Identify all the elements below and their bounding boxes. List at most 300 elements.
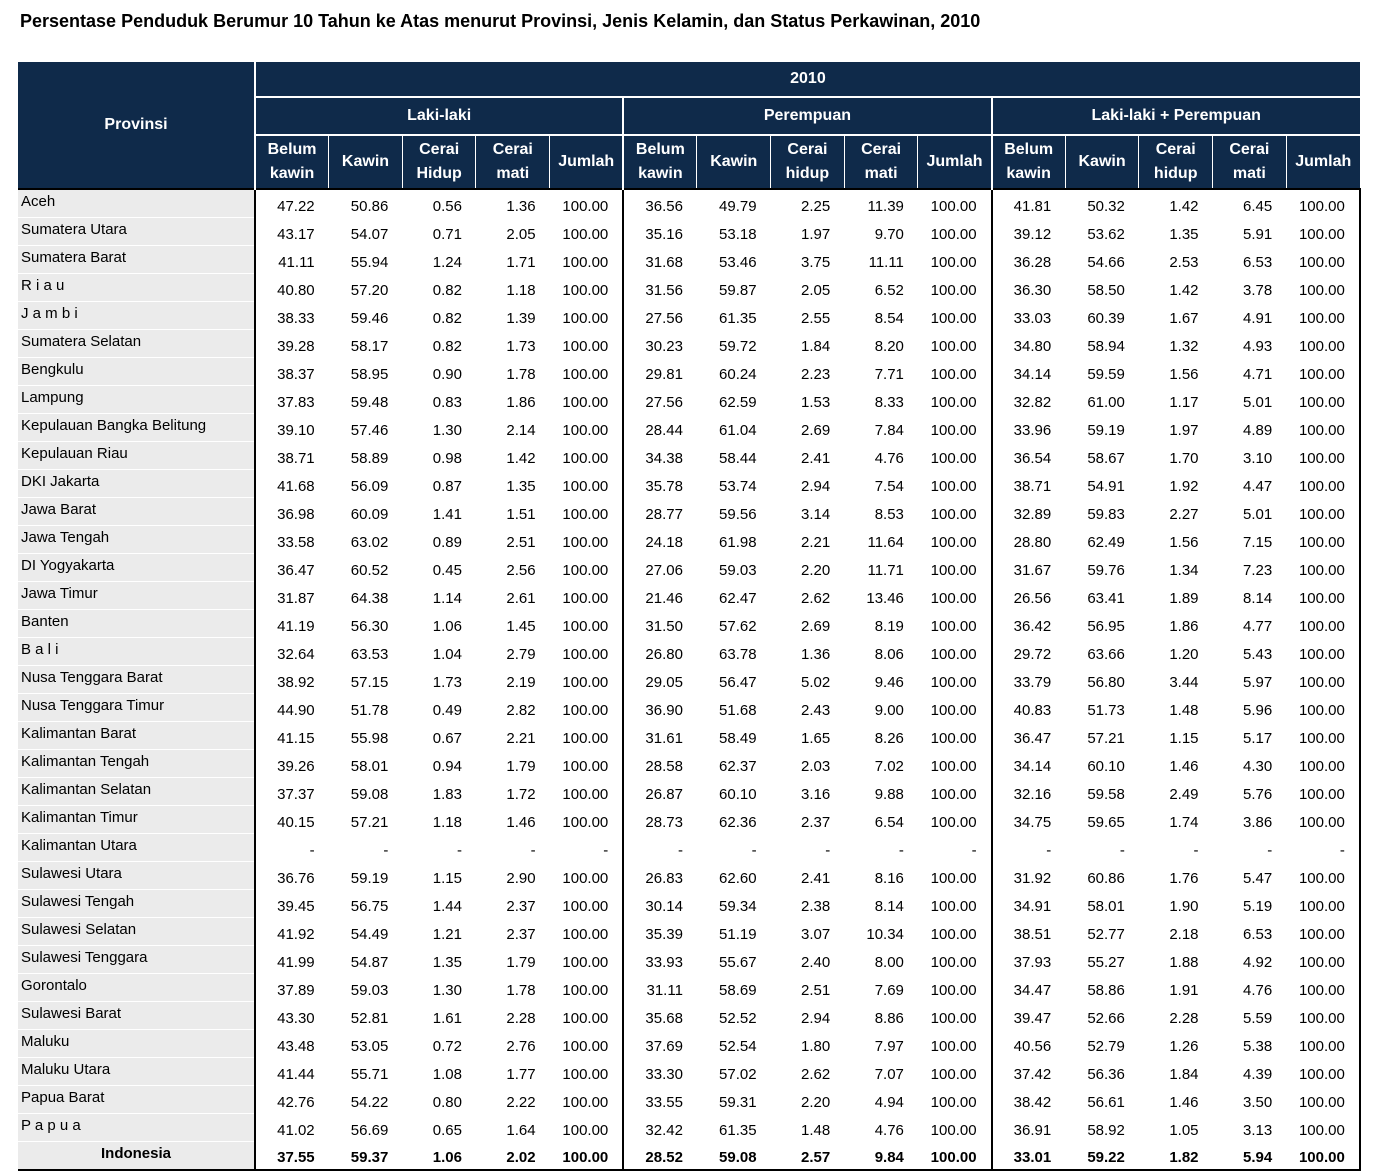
value-cell: 100.00 <box>562 533 609 551</box>
value-cell: 60.86 <box>1087 869 1125 887</box>
value-cell: 62.37 <box>719 757 757 775</box>
value-cell: 54.66 <box>1087 253 1125 271</box>
value-cell: - <box>456 841 462 859</box>
column-header <box>550 135 624 189</box>
column-header-text: mati <box>1232 165 1266 182</box>
value-cell: 31.56 <box>623 274 697 302</box>
value-cell: 100.00 <box>562 1037 609 1055</box>
value-cell: 100.00 <box>1286 862 1360 890</box>
value-cell: 55.71 <box>350 1065 389 1083</box>
value-cell: 29.72 <box>992 638 1066 666</box>
value-cell: 3.78 <box>1242 281 1273 299</box>
value-cell: 2.02 <box>476 1142 550 1171</box>
value-cell: 57.21 <box>350 813 389 831</box>
value-cell: - <box>825 841 831 859</box>
value-cell: 9.70 <box>874 225 904 243</box>
value-cell: 1.21 <box>432 925 462 943</box>
province-name: DKI Jakarta <box>18 470 255 498</box>
value-cell: 1.20 <box>1169 645 1199 663</box>
value-cell: 36.47 <box>277 561 315 579</box>
value-cell: 4.76 <box>874 449 904 467</box>
value-cell: - <box>623 834 697 862</box>
value-cell: 38.42 <box>992 1086 1066 1114</box>
column-header-text: Cerai <box>419 141 460 158</box>
value-cell: 100.00 <box>1286 666 1360 694</box>
value-cell: 2.69 <box>801 421 831 439</box>
value-cell: 100.00 <box>1286 1114 1360 1142</box>
province-name: J a m b i <box>18 302 255 330</box>
value-cell: 100.00 <box>562 561 609 579</box>
column-header <box>844 135 918 189</box>
value-cell: 1.39 <box>506 309 536 327</box>
value-cell: 11.64 <box>867 533 904 551</box>
value-cell: 100.00 <box>1286 610 1360 638</box>
value-cell: 5.02 <box>801 673 831 691</box>
table-row <box>18 946 1360 974</box>
value-cell: 100.00 <box>930 813 977 831</box>
value-cell: 7.71 <box>874 365 904 383</box>
table-row <box>18 1058 1360 1086</box>
value-cell: 1.30 <box>432 421 462 439</box>
value-cell: 100.00 <box>562 1093 609 1111</box>
value-cell: 57.21 <box>1087 729 1125 747</box>
value-cell: 59.65 <box>1087 813 1125 831</box>
value-cell: 58.95 <box>350 365 389 383</box>
value-cell: 5.76 <box>1242 785 1273 803</box>
value-cell: 58.94 <box>1087 337 1125 355</box>
value-cell: 1.51 <box>506 505 536 523</box>
province-name: Kepulauan Riau <box>18 442 255 470</box>
value-cell: 36.56 <box>623 189 697 218</box>
value-cell: 3.14 <box>801 505 831 523</box>
value-cell: 0.94 <box>432 757 462 775</box>
value-cell: 100.00 <box>1286 414 1360 442</box>
column-header <box>623 135 697 189</box>
value-cell: 100.00 <box>930 505 977 523</box>
value-cell: 61.35 <box>719 1121 757 1139</box>
value-cell: 2.20 <box>801 561 831 579</box>
value-cell: 1.65 <box>801 729 831 747</box>
value-cell: 56.80 <box>1087 673 1125 691</box>
value-cell: 100.00 <box>930 309 977 327</box>
value-cell: 4.76 <box>1242 981 1273 999</box>
value-cell: 24.18 <box>623 526 697 554</box>
value-cell: 1.91 <box>1169 981 1199 999</box>
column-header <box>992 135 1066 189</box>
value-cell: 100.00 <box>1286 1002 1360 1030</box>
value-cell: 2.22 <box>506 1093 536 1111</box>
value-cell: 100.00 <box>930 449 977 467</box>
value-cell: 34.91 <box>992 890 1066 918</box>
value-cell: 100.00 <box>1286 302 1360 330</box>
value-cell: 100.00 <box>1286 442 1360 470</box>
value-cell: 100.00 <box>562 365 609 383</box>
value-cell: 5.91 <box>1242 225 1273 243</box>
value-cell: 61.98 <box>719 533 757 551</box>
value-cell: 58.67 <box>1087 449 1125 467</box>
value-cell: 59.03 <box>719 561 757 579</box>
value-cell: 100.00 <box>1286 694 1360 722</box>
value-cell: 28.77 <box>623 498 697 526</box>
value-cell: 59.58 <box>1087 785 1125 803</box>
province-name: Bengkulu <box>18 358 255 386</box>
table-row <box>18 1086 1360 1114</box>
table-row <box>18 358 1360 386</box>
value-cell: 52.52 <box>719 1009 757 1027</box>
value-cell: 47.22 <box>255 189 329 218</box>
value-cell: 62.36 <box>719 813 757 831</box>
value-cell: 41.02 <box>277 1121 315 1139</box>
value-cell: 100.00 <box>1286 890 1360 918</box>
value-cell: 42.76 <box>277 1093 315 1111</box>
column-header-text: Belum <box>1004 141 1054 158</box>
value-cell: 100.00 <box>562 673 609 691</box>
value-cell: 2.94 <box>801 477 831 495</box>
value-cell: 55.94 <box>350 253 389 271</box>
value-cell: 54.22 <box>350 1093 389 1111</box>
table-row <box>18 862 1360 890</box>
value-cell: - <box>898 841 904 859</box>
value-cell: 37.83 <box>277 393 315 411</box>
value-cell: 59.08 <box>697 1142 771 1171</box>
value-cell: 1.14 <box>432 589 462 607</box>
value-cell: 1.36 <box>476 189 550 218</box>
value-cell: 10.34 <box>866 925 904 943</box>
value-cell: 56.30 <box>350 617 389 635</box>
value-cell: 54.49 <box>350 925 389 943</box>
value-cell: 1.36 <box>801 645 831 663</box>
value-cell: 36.54 <box>992 442 1066 470</box>
value-cell: - <box>1267 841 1273 859</box>
value-cell: 3.50 <box>1242 1093 1273 1111</box>
value-cell: 2.23 <box>801 365 831 383</box>
value-cell: 1.46 <box>1169 757 1199 775</box>
value-cell: 38.71 <box>277 449 315 467</box>
value-cell: 1.82 <box>1139 1142 1213 1171</box>
table-row <box>18 918 1360 946</box>
value-cell: - <box>971 841 977 859</box>
column-header <box>1139 135 1213 189</box>
province-name: Kepulauan Bangka Belitung <box>18 414 255 442</box>
value-cell: 100.00 <box>930 757 977 775</box>
value-cell: 0.89 <box>432 533 462 551</box>
value-cell: 61.00 <box>1087 393 1125 411</box>
value-cell: 1.97 <box>801 225 831 243</box>
value-cell: 100.00 <box>930 533 977 551</box>
value-cell: 1.41 <box>432 505 462 523</box>
value-cell: 11.71 <box>867 561 904 579</box>
value-cell: 38.37 <box>277 365 315 383</box>
value-cell: 26.87 <box>623 778 697 806</box>
table-row <box>18 1114 1360 1142</box>
column-header-text: Belum <box>267 141 317 158</box>
value-cell: 7.15 <box>1242 533 1273 551</box>
column-header <box>1213 135 1287 189</box>
value-cell: 56.75 <box>350 897 389 915</box>
value-cell: 3.16 <box>801 785 831 803</box>
province-name: Papua Barat <box>18 1086 255 1114</box>
value-cell: 34.14 <box>992 358 1066 386</box>
value-cell: 1.64 <box>506 1121 536 1139</box>
value-cell: 36.76 <box>277 869 315 887</box>
page-title: Persentase Penduduk Berumur 10 Tahun ke Atas menurut Provinsi, Jenis Kelamin, dan Status Perkawinan, 2010 <box>20 11 981 31</box>
value-cell: 54.87 <box>350 953 389 971</box>
value-cell: 5.97 <box>1242 673 1273 691</box>
value-cell: 41.19 <box>277 617 315 635</box>
province-name: Maluku <box>18 1030 255 1058</box>
value-cell: 1.71 <box>506 253 536 271</box>
value-cell: 100.00 <box>930 617 977 635</box>
value-cell: 37.42 <box>992 1058 1066 1086</box>
value-cell: 31.50 <box>623 610 697 638</box>
value-cell: 1.72 <box>506 785 536 803</box>
column-header <box>402 135 476 189</box>
value-cell: 60.52 <box>350 561 389 579</box>
value-cell: 56.69 <box>350 1121 389 1139</box>
value-cell: 3.13 <box>1242 1121 1273 1139</box>
column-header <box>329 135 403 189</box>
value-cell: 0.49 <box>432 701 462 719</box>
table-row <box>18 1030 1360 1058</box>
value-cell: 62.60 <box>719 869 757 887</box>
header-provinsi: Provinsi <box>18 62 255 189</box>
value-cell: 59.59 <box>1087 365 1125 383</box>
column-header-text: kawin <box>269 165 315 182</box>
value-cell: 1.06 <box>432 617 462 635</box>
value-cell: 1.45 <box>506 617 536 635</box>
value-cell: 6.53 <box>1242 253 1273 271</box>
value-cell: 100.00 <box>1286 526 1360 554</box>
value-cell: 61.04 <box>719 421 757 439</box>
column-header-text: hidup <box>1153 165 1198 182</box>
value-cell: 8.14 <box>874 897 904 915</box>
value-cell: 21.46 <box>623 582 697 610</box>
value-cell: 8.00 <box>874 953 904 971</box>
value-cell: 100.00 <box>1286 918 1360 946</box>
value-cell: 4.89 <box>1242 421 1273 439</box>
value-cell: 2.38 <box>801 897 831 915</box>
value-cell: 1.56 <box>1169 365 1199 383</box>
value-cell: - <box>603 841 609 859</box>
value-cell: 5.59 <box>1242 1009 1273 1027</box>
value-cell: 1.77 <box>506 1065 536 1083</box>
value-cell: 4.94 <box>874 1093 904 1111</box>
value-cell: 2.05 <box>506 225 536 243</box>
value-cell: 43.48 <box>277 1037 315 1055</box>
value-cell: 52.77 <box>1087 925 1125 943</box>
value-cell: 29.81 <box>623 358 697 386</box>
value-cell: 100.00 <box>562 421 609 439</box>
table-row <box>18 806 1360 834</box>
province-name: Sulawesi Selatan <box>18 918 255 946</box>
value-cell: 100.00 <box>562 897 609 915</box>
column-header-text: Cerai <box>861 141 902 158</box>
value-cell: 60.39 <box>1087 309 1125 327</box>
value-cell: 62.49 <box>1087 533 1125 551</box>
value-cell: 35.78 <box>623 470 697 498</box>
value-cell: 8.86 <box>874 1009 904 1027</box>
value-cell: 2.27 <box>1169 505 1199 523</box>
value-cell: 1.46 <box>1169 1093 1199 1111</box>
value-cell: 1.97 <box>1169 421 1199 439</box>
value-cell: 4.39 <box>1242 1065 1273 1083</box>
value-cell: 0.82 <box>432 337 462 355</box>
column-header-text: Belum <box>635 141 685 158</box>
value-cell: 59.46 <box>350 309 389 327</box>
value-cell: 0.72 <box>432 1037 462 1055</box>
value-cell: 59.48 <box>350 393 389 411</box>
value-cell: 100.00 <box>562 1121 609 1139</box>
value-cell: 1.42 <box>1139 189 1213 218</box>
value-cell: 59.22 <box>1065 1142 1139 1171</box>
value-cell: 33.79 <box>992 666 1066 694</box>
value-cell: 59.31 <box>719 1093 757 1111</box>
value-cell: 1.86 <box>1169 617 1199 635</box>
value-cell: 0.82 <box>432 309 462 327</box>
value-cell: 2.51 <box>801 981 831 999</box>
province-name: Sulawesi Utara <box>18 862 255 890</box>
province-name: Nusa Tenggara Barat <box>18 666 255 694</box>
value-cell: 2.41 <box>801 869 831 887</box>
total-row <box>18 1142 1360 1171</box>
value-cell: 1.67 <box>1169 309 1199 327</box>
value-cell: 63.66 <box>1087 645 1125 663</box>
value-cell: 7.54 <box>874 477 904 495</box>
value-cell: 100.00 <box>562 617 609 635</box>
value-cell: 61.35 <box>719 309 757 327</box>
value-cell: 37.69 <box>623 1030 697 1058</box>
column-header <box>1286 135 1360 189</box>
value-cell: 100.00 <box>1286 638 1360 666</box>
value-cell: 33.93 <box>623 946 697 974</box>
value-cell: 31.61 <box>623 722 697 750</box>
value-cell: 2.56 <box>506 561 536 579</box>
column-header-text: Jumlah <box>926 153 983 170</box>
value-cell: - <box>1286 834 1360 862</box>
data-table <box>18 62 1361 1171</box>
value-cell: 35.16 <box>623 218 697 246</box>
value-cell: 2.79 <box>506 645 536 663</box>
column-header-text: Jumlah <box>558 153 615 170</box>
value-cell: 100.00 <box>562 477 609 495</box>
value-cell: 2.37 <box>506 897 536 915</box>
table-row <box>18 189 1360 218</box>
value-cell: 6.52 <box>874 281 904 299</box>
table-row <box>18 1002 1360 1030</box>
value-cell: 0.98 <box>432 449 462 467</box>
value-cell: 59.08 <box>350 785 389 803</box>
value-cell: 34.14 <box>992 750 1066 778</box>
value-cell: 31.68 <box>623 246 697 274</box>
value-cell: 64.38 <box>350 589 389 607</box>
value-cell: 31.11 <box>623 974 697 1002</box>
table-row <box>18 834 1360 862</box>
value-cell: - <box>1119 841 1125 859</box>
value-cell: 59.56 <box>719 505 757 523</box>
column-header <box>771 135 845 189</box>
value-cell: 2.53 <box>1169 253 1199 271</box>
column-header <box>255 135 329 189</box>
value-cell: 1.42 <box>1169 281 1199 299</box>
value-cell: 1.86 <box>506 393 536 411</box>
value-cell: 56.09 <box>350 477 389 495</box>
value-cell: 3.86 <box>1242 813 1273 831</box>
value-cell: 2.19 <box>506 673 536 691</box>
value-cell: 32.16 <box>992 778 1066 806</box>
column-header <box>918 135 992 189</box>
value-cell: 2.37 <box>801 813 831 831</box>
province-name: Kalimantan Barat <box>18 722 255 750</box>
table-row <box>18 666 1360 694</box>
value-cell: 13.46 <box>866 589 904 607</box>
table-row <box>18 694 1360 722</box>
value-cell: 7.07 <box>874 1065 904 1083</box>
column-header <box>1065 135 1139 189</box>
value-cell: 63.41 <box>1087 589 1125 607</box>
value-cell: 37.93 <box>992 946 1066 974</box>
value-cell: 0.56 <box>402 189 476 218</box>
value-cell: 52.79 <box>1087 1037 1125 1055</box>
value-cell: 100.00 <box>562 869 609 887</box>
province-name: Sumatera Selatan <box>18 330 255 358</box>
value-cell: 100.00 <box>1286 778 1360 806</box>
value-cell: 11.11 <box>868 253 904 271</box>
value-cell: 36.90 <box>623 694 697 722</box>
value-cell: 41.11 <box>278 253 315 271</box>
value-cell: 1.15 <box>1169 729 1199 747</box>
value-cell: 1.79 <box>506 757 536 775</box>
value-cell: 51.73 <box>1087 701 1125 719</box>
value-cell: 100.00 <box>930 1065 977 1083</box>
value-cell: 8.33 <box>874 393 904 411</box>
value-cell: 1.35 <box>1169 225 1199 243</box>
column-header-text: Cerai <box>492 141 533 158</box>
table-row <box>18 218 1360 246</box>
value-cell: 28.80 <box>992 526 1066 554</box>
value-cell: 5.01 <box>1242 393 1273 411</box>
value-cell: 38.71 <box>992 470 1066 498</box>
province-name: R i a u <box>18 274 255 302</box>
value-cell: 55.98 <box>350 729 389 747</box>
value-cell: 100.00 <box>1286 470 1360 498</box>
value-cell: 54.91 <box>1087 477 1125 495</box>
value-cell: 58.17 <box>350 337 389 355</box>
value-cell: 55.67 <box>719 953 757 971</box>
value-cell: 100.00 <box>930 561 977 579</box>
value-cell: 33.55 <box>623 1086 697 1114</box>
province-name: B a l i <box>18 638 255 666</box>
value-cell: 63.02 <box>350 533 389 551</box>
value-cell: 1.73 <box>506 337 536 355</box>
table-row <box>18 386 1360 414</box>
value-cell: 2.94 <box>801 1009 831 1027</box>
value-cell: 34.47 <box>992 974 1066 1002</box>
value-cell: 100.00 <box>1286 358 1360 386</box>
value-cell: 100.00 <box>1286 946 1360 974</box>
value-cell: 1.24 <box>432 253 462 271</box>
province-name: Sumatera Utara <box>18 218 255 246</box>
value-cell: 100.00 <box>562 785 609 803</box>
value-cell: 100.00 <box>930 393 977 411</box>
province-name: Sumatera Barat <box>18 246 255 274</box>
province-name: Sulawesi Tenggara <box>18 946 255 974</box>
value-cell: 100.00 <box>1286 1142 1360 1171</box>
value-cell: 7.23 <box>1242 561 1273 579</box>
value-cell: 2.40 <box>801 953 831 971</box>
value-cell: 52.54 <box>719 1037 757 1055</box>
value-cell: 1.15 <box>432 869 462 887</box>
province-name: Jawa Tengah <box>18 526 255 554</box>
